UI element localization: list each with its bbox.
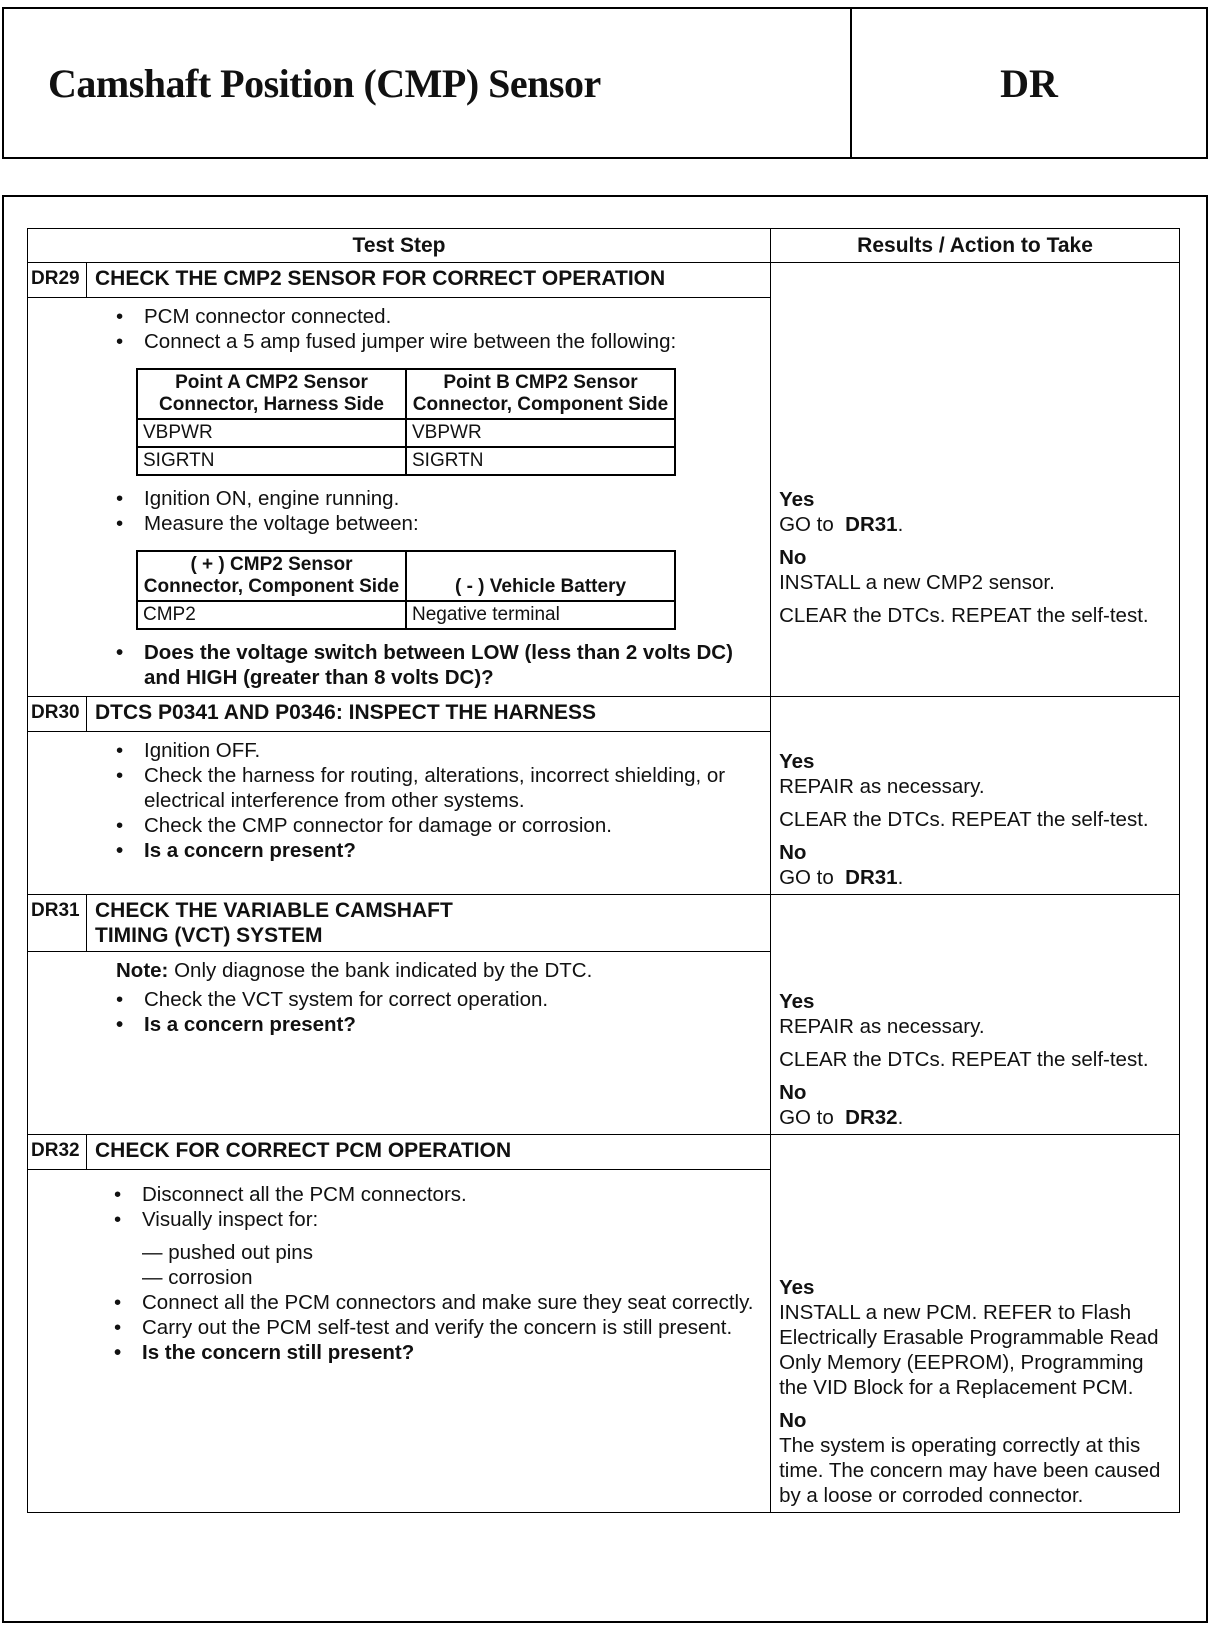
voltage-table-cell: Negative terminal [406,601,675,629]
step-note [116,958,760,983]
jumper-table-header: Point B CMP2 Sensor Connector, Component Side [406,369,675,419]
result-yes-action: GO to DR31. [779,513,904,536]
result-no-text: INSTALL a new CMP2 sensor. [779,571,1055,594]
voltage-table-cell: CMP2 [137,601,406,629]
step-title: DTCS P0341 AND P0346: INSPECT THE HARNESS [87,697,771,732]
step-title-row [28,263,1180,298]
step-id: DR29 [28,263,87,298]
step-bullet: • Ignition ON, engine running. [144,486,760,511]
result-no-label: No [779,841,807,864]
step-question: • Does the voltage switch between LOW (less than 2 volts DC) and HIGH (greater than 8 volts DC)? [144,640,760,690]
step-id: DR32 [28,1135,87,1170]
voltage-table [136,550,676,630]
jumper-table-cell: SIGRTN [137,447,406,475]
note-label: Note: [116,959,169,982]
step-question: • Is the concern still present? [142,1340,760,1365]
result-no-label: No [779,546,807,569]
result-no-label: No [779,1409,807,1432]
step-body [28,1170,771,1513]
step-link[interactable]: DR31 [845,513,898,536]
step-bullet: • Measure the voltage between: [144,511,760,536]
result-yes-text: GO to [779,513,834,536]
step-bullet: • Carry out the PCM self-test and verify the concern is still present. [142,1315,760,1340]
result-yes-text: INSTALL a new PCM. REFER to Flash Electrically Erasable Programmable Read Only Memory (EEPROM), Programming the VID Block for a Replacement PCM. [779,1301,1159,1399]
step-link[interactable]: DR31 [845,866,898,889]
jumper-table-header: Point A CMP2 Sensor Connector, Harness Side [137,369,406,419]
step-result [771,895,1180,1135]
step-bullet: • Check the VCT system for correct operation. [144,987,760,1012]
result-yes-label: Yes [779,1276,815,1299]
result-no-text-2: CLEAR the DTCs. REPEAT the self-test. [779,604,1149,627]
result-no-action: GO to DR32. [779,1106,904,1129]
step-id: DR31 [28,895,87,952]
step-question: • Is a concern present? [144,838,760,863]
step-body [28,952,771,1135]
jumper-table [136,368,676,476]
column-header-test-step: Test Step [28,229,771,263]
result-yes-label: Yes [779,990,815,1013]
voltage-table-header: ( - ) Vehicle Battery [406,551,675,601]
dash-item: — pushed out pins [142,1241,313,1264]
result-no-text: GO to [779,1106,834,1129]
step-result [771,263,1180,697]
jumper-table-cell: SIGRTN [406,447,675,475]
result-yes-text-2: CLEAR the DTCs. REPEAT the self-test. [779,808,1149,831]
step-title: CHECK THE CMP2 SENSOR FOR CORRECT OPERATION [87,263,771,298]
step-link[interactable]: DR32 [845,1106,898,1129]
page-header [2,7,1208,159]
step-bullet: • Check the harness for routing, alterations, incorrect shielding, or electrical interference from other systems. [144,763,760,813]
dash-item: — corrosion [142,1266,253,1289]
table-header-row [28,229,1180,263]
step-bullet: • Disconnect all the PCM connectors. [142,1182,760,1207]
result-yes-text: REPAIR as necessary. [779,1015,985,1038]
page-title: Camshaft Position (CMP) Sensor [4,9,852,157]
step-id: DR30 [28,697,87,732]
step-bullet: • PCM connector connected. [144,304,760,329]
step-result [771,697,1180,895]
step-title: CHECK THE VARIABLE CAMSHAFT TIMING (VCT) SYSTEM [87,895,771,952]
result-yes-text-2: CLEAR the DTCs. REPEAT the self-test. [779,1048,1149,1071]
step-bullet: • Connect a 5 amp fused jumper wire between the following: [144,329,760,354]
voltage-table-row [137,601,675,629]
result-no-text: The system is operating correctly at this time. The concern may have been caused by a loose or corroded connector. [779,1434,1161,1507]
section-code: DR [1000,60,1058,106]
step-title-row [28,1135,1180,1170]
step-title: CHECK FOR CORRECT PCM OPERATION [87,1135,771,1170]
jumper-table-cell: VBPWR [406,419,675,447]
step-bullet: • Check the CMP connector for damage or corrosion. [144,813,760,838]
step-bullet: • Ignition OFF. [144,738,760,763]
step-body [28,298,771,697]
step-question: • Is a concern present? [144,1012,760,1037]
step-title-row [28,895,1180,952]
voltage-table-header: ( + ) CMP2 Sensor Connector, Component Side [137,551,406,601]
jumper-table-cell: VBPWR [137,419,406,447]
step-title-row [28,697,1180,732]
jumper-table-row [137,419,675,447]
step-bullet: • Connect all the PCM connectors and make sure they seat correctly. [142,1290,760,1315]
result-yes-label: Yes [779,750,815,773]
diagnostic-table [27,228,1180,1513]
note-text: Only diagnose the bank indicated by the DTC. [174,959,593,982]
step-result [771,1135,1180,1513]
jumper-table-row [137,447,675,475]
result-yes-text: REPAIR as necessary. [779,775,985,798]
result-no-action: GO to DR31. [779,866,904,889]
step-body [28,732,771,895]
column-header-results: Results / Action to Take [771,229,1180,263]
step-bullet: • Visually inspect for: [142,1207,760,1232]
result-no-label: No [779,1081,807,1104]
result-yes-label: Yes [779,488,815,511]
result-no-text: GO to [779,866,834,889]
